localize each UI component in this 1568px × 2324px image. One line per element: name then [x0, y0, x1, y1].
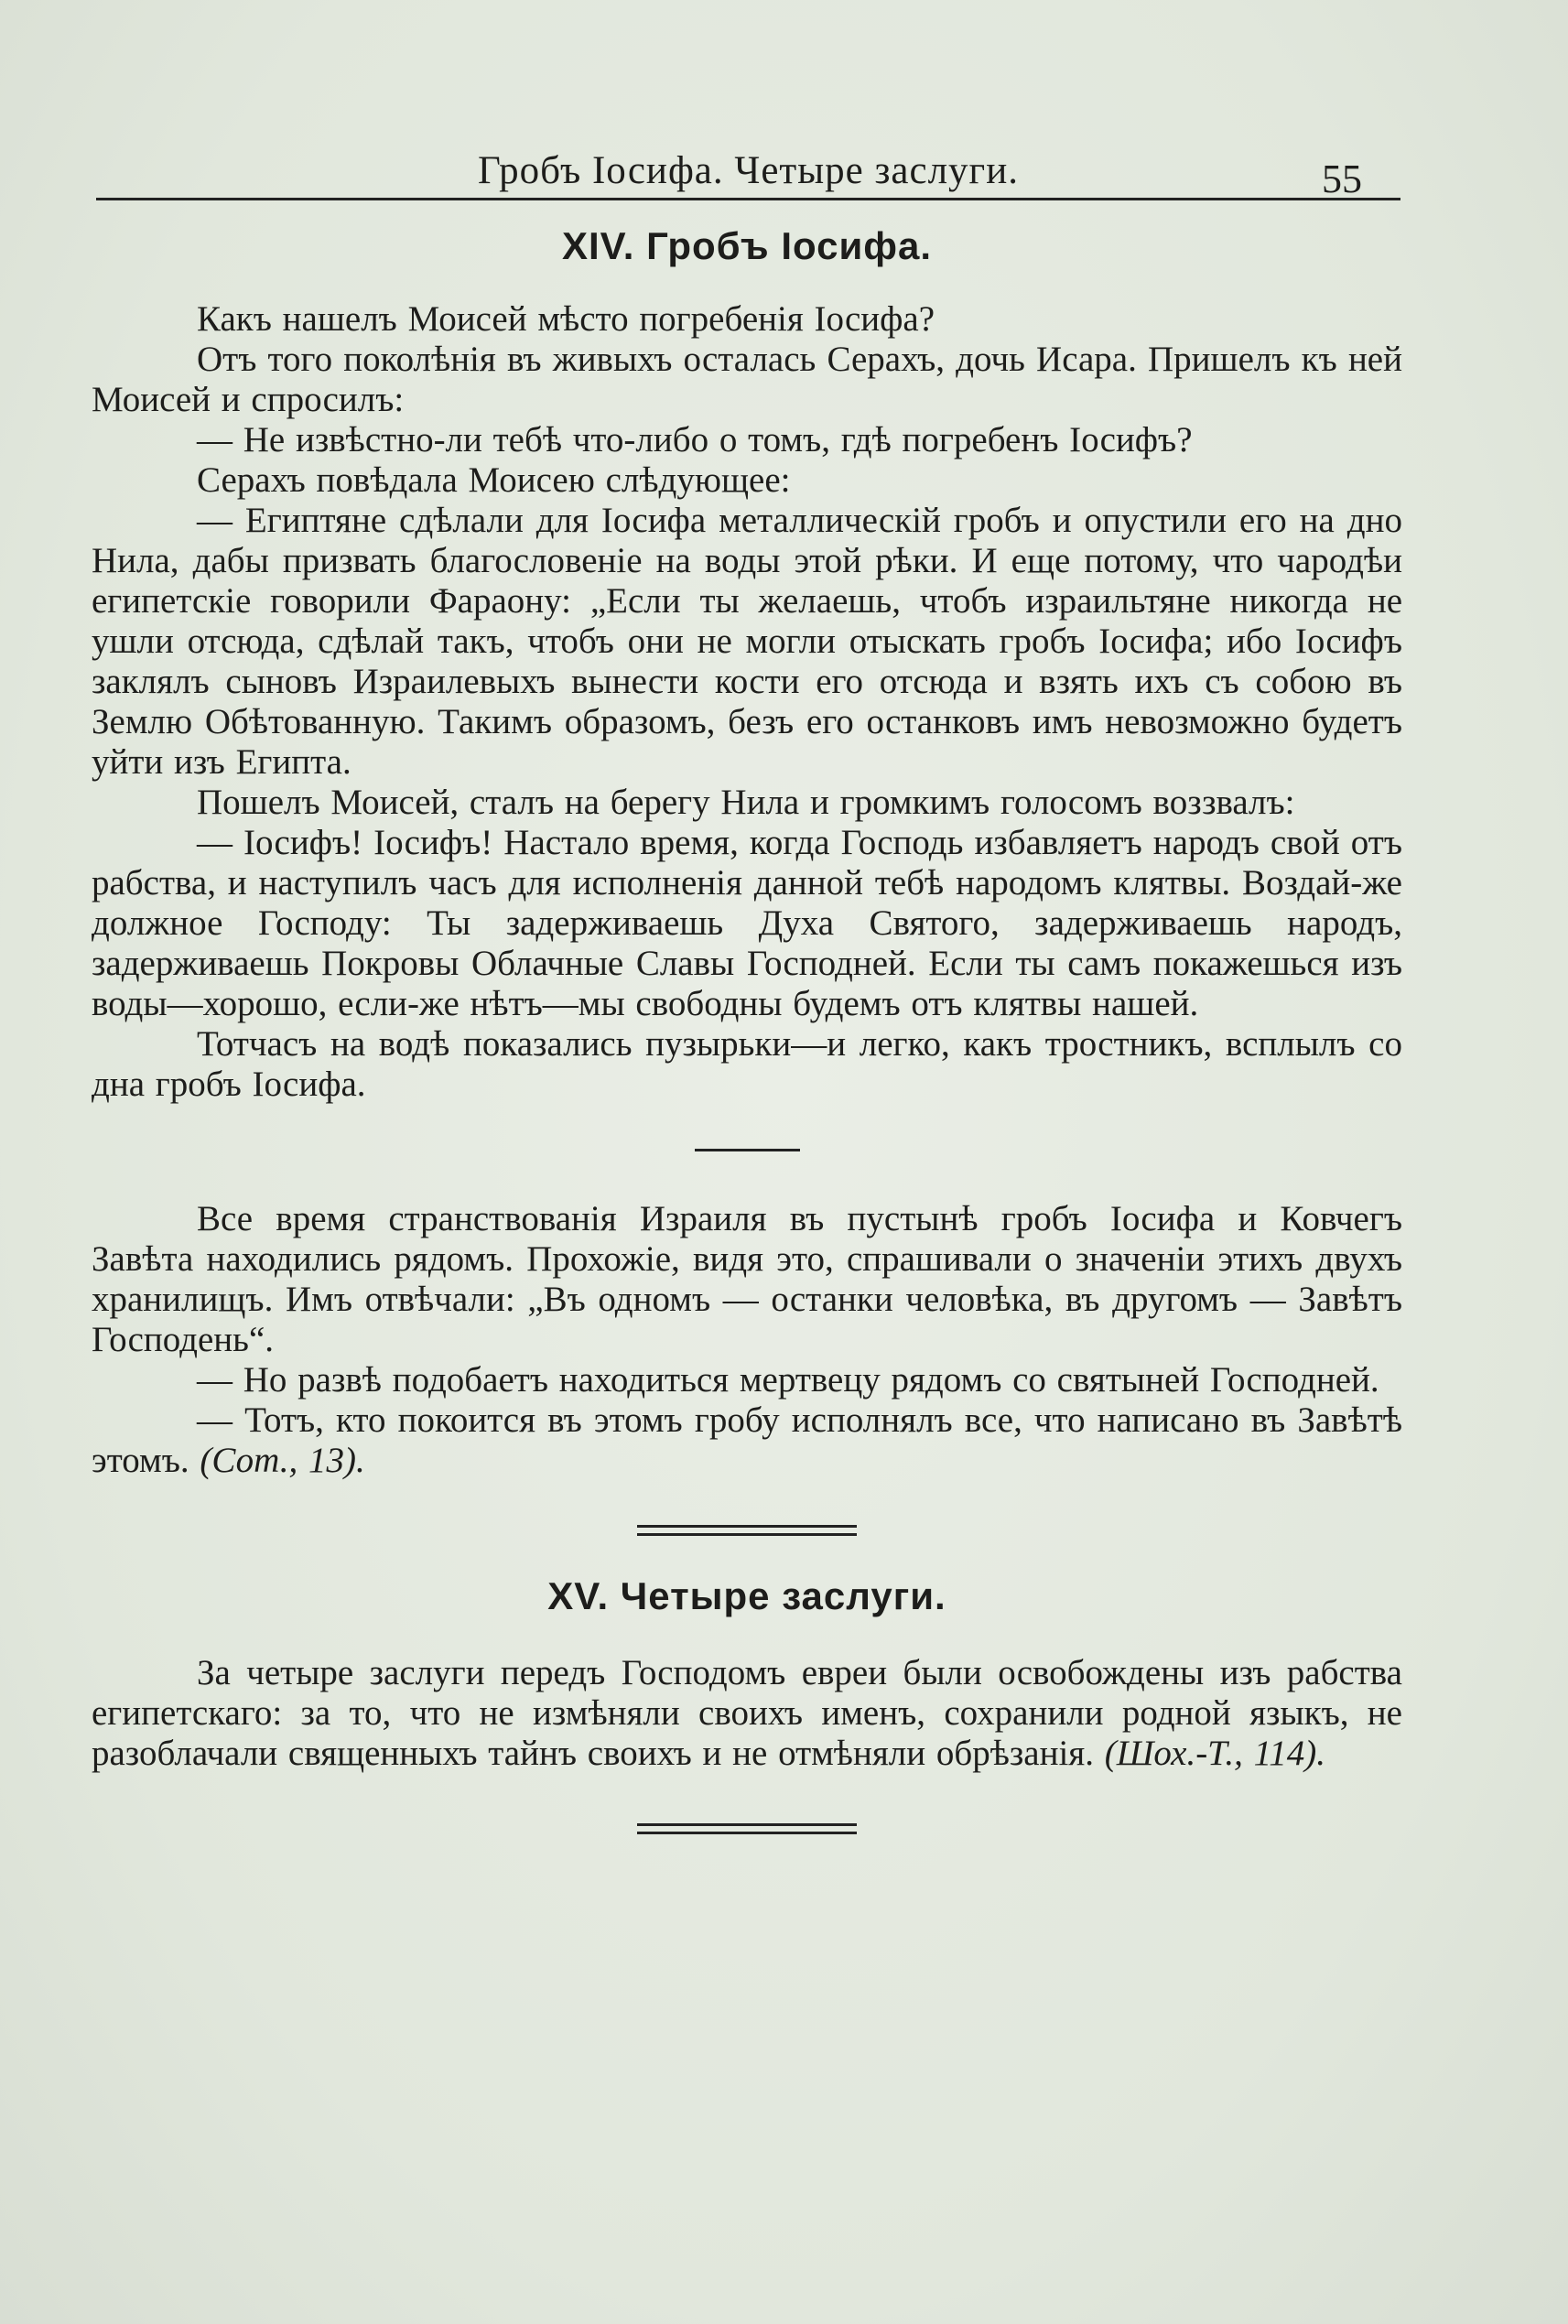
paragraph: Тотчасъ на водѣ показались пузырьки—и легко, какъ тростникъ, всплылъ со дна гробъ Iосифа.	[92, 1024, 1402, 1104]
paragraph: Отъ того поколѣнія въ живыхъ осталась Серахъ, дочь Исара. Пришелъ къ ней Моисей и спросилъ:	[92, 340, 1402, 419]
paragraph	[92, 1653, 1402, 1774]
source-citation: (Сот., 13).	[200, 1441, 365, 1480]
section-heading-xv: XV. Четыре заслуги.	[547, 1574, 946, 1617]
source-citation: (Шох.-Т., 114).	[1104, 1734, 1326, 1773]
paragraph-text: За четыре заслуги передъ Господомъ евреи были освобождены изъ рабства египетскаго: за то, что не измѣняли своихъ именъ, сохранили родной языкъ, не разоблачали священныхъ тайнъ своихъ и не отмѣняли обрѣзанія.	[92, 1653, 1402, 1773]
paragraph: — Но развѣ подобаетъ находиться мертвецу рядомъ со святыней Господней.	[197, 1360, 1379, 1400]
running-header	[96, 139, 1400, 200]
paragraph: Все время странствованія Израиля въ пустынѣ гробъ Iосифа и Ковчегъ Завѣта находились рядомъ. Прохожіе, видя это, спрашивали о значеніи этихъ двухъ хранилищъ. Имъ отвѣчали: „Въ одномъ — останки человѣка, въ другомъ — Завѣтъ Господень“.	[92, 1199, 1402, 1359]
double-rule-divider	[637, 1525, 857, 1536]
section-divider	[695, 1149, 800, 1151]
paragraph: — Iосифъ! Iосифъ! Настало время, когда Господь избавляетъ народъ свой отъ рабства, и наступилъ часъ для исполненія данной тебѣ народомъ клятвы. Воздай-же должное Господу: Ты задерживаешь Духа Святого, задерживаешь народъ, задерживаешь Покровы Облачные Славы Господней. Если ты самъ покажешься изъ воды—хорошо, если-же нѣтъ—мы свободны будемъ отъ клятвы нашей.	[92, 823, 1402, 1023]
paragraph: Серахъ повѣдала Моисею слѣдующее:	[197, 460, 791, 500]
paragraph: Какъ нашелъ Моисей мѣсто погребенія Iосифа?	[197, 299, 935, 339]
page-number: 55	[1322, 157, 1362, 201]
running-title: Гробъ Iосифа. Четыре заслуги.	[478, 149, 1019, 192]
page-content	[92, 224, 1402, 1834]
double-rule-end	[637, 1823, 857, 1834]
paragraph: — Не извѣстно-ли тебѣ что-либо о томъ, гдѣ погребенъ Iосифъ?	[197, 420, 1193, 459]
paragraph: Пошелъ Моисей, сталъ на берегу Нила и громкимъ голосомъ воззвалъ:	[197, 783, 1295, 822]
paragraph	[92, 1400, 1402, 1481]
section-heading-xiv: XIV. Гробъ Iосифа.	[561, 224, 933, 267]
paragraph-text: — Тотъ, кто покоится въ этомъ гробу исполнялъ все, что написано въ Завѣтѣ этомъ.	[92, 1400, 1402, 1480]
paragraph: — Египтяне сдѣлали для Iосифа металлическій гробъ и опустили его на дно Нила, дабы призвать благословеніе на воды этой рѣки. И еще потому, что чародѣи египетскіе говорили Фараону: „Если ты желаешь, чтобъ израильтяне никогда не ушли отсюда, сдѣлай такъ, чтобъ они не могли отыскать гробъ Iосифа; ибо Iосифъ заклялъ сыновъ Израилевыхъ вынести кости его отсюда и взять ихъ съ собою въ Землю Обѣтованную. Такимъ образомъ, безъ его останковъ имъ невозможно будетъ уйти изъ Египта.	[92, 501, 1402, 782]
